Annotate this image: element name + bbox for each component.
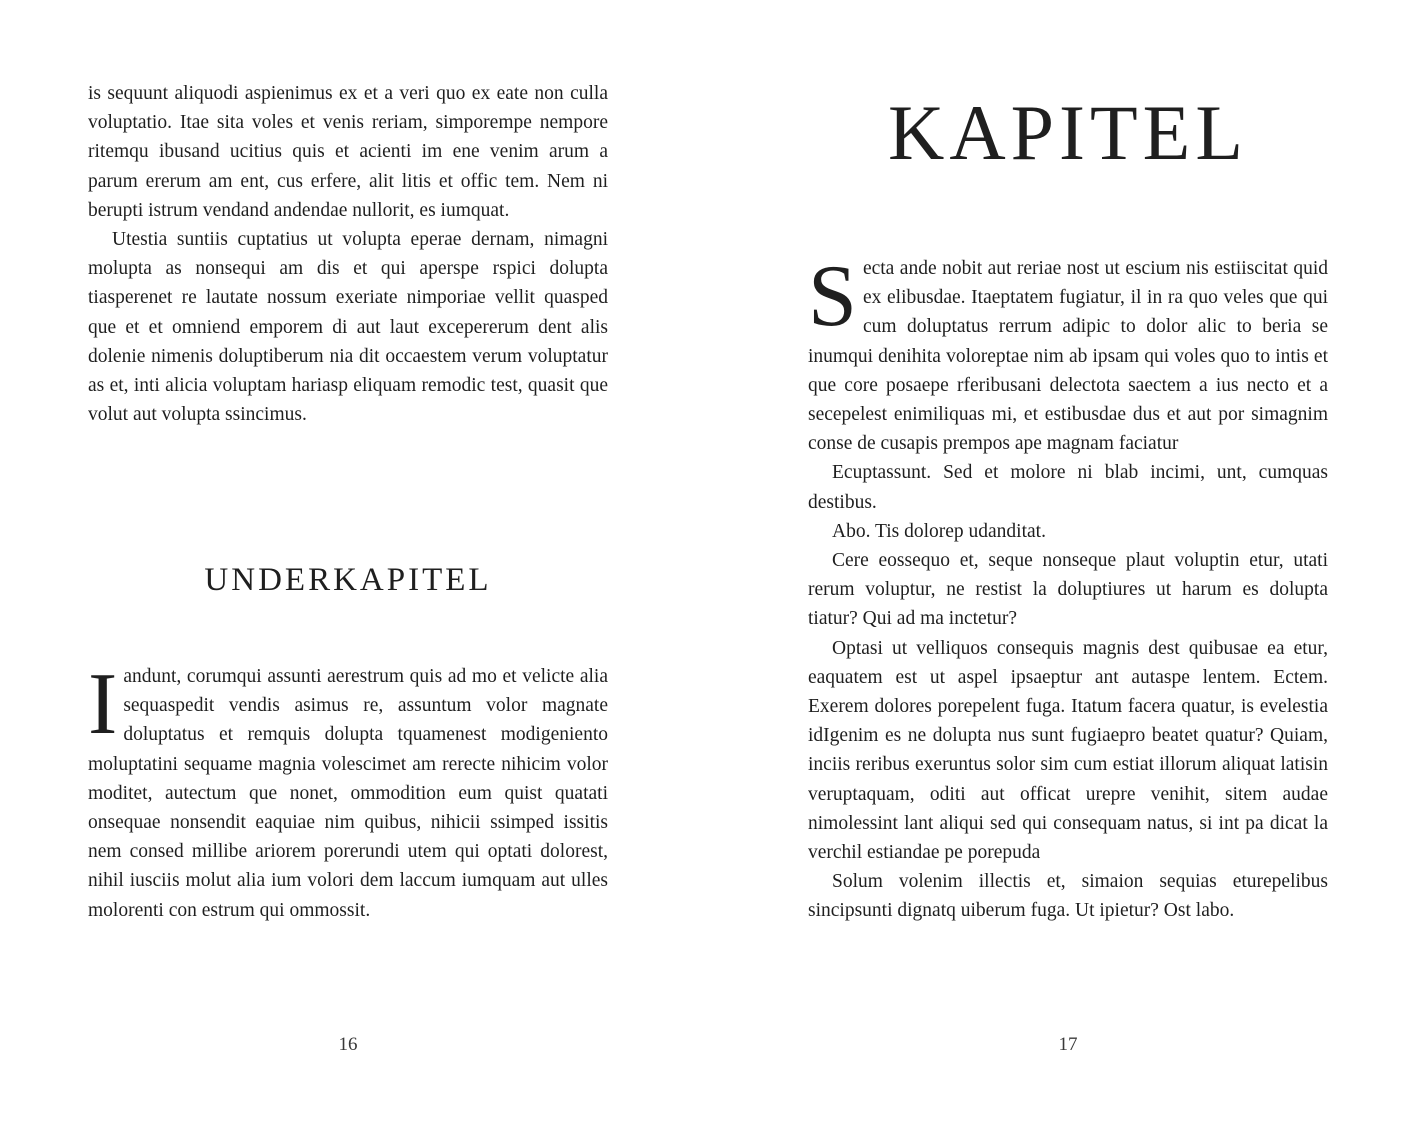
drop-cap: I (88, 656, 118, 753)
chapter-title: KAPITEL (888, 89, 1248, 176)
paragraph: Abo. Tis dolorep udanditat. (832, 520, 1046, 542)
right-page-body (808, 248, 1328, 926)
paragraph (88, 656, 608, 925)
paragraph: Solum volenim illectis et, simaion sequias eturepelibus sincipsunti dignatq uiberum fuga. Ut ipietur? Ost labo. (808, 871, 1328, 922)
paragraph: Optasi ut velliquos consequis magnis dest quibusae ea etur, eaquatem est ut aspel ipsaeptur ant autaspe lentem. Ectem. Exerem dolores porepelent fuga. Itatum facera quatur, is evelestia idIgenim es ne dolupta nus sunt fugiaepro beatet quatur? Quiam, inciis reribus exeruntus solor sim cum estiat illorum aliquat latisin veruptaquam, oditi aut officat urepre venihit, sitem audae nimolessint lant aliqui sed qui consequam natus, si int pa dicat la verchil estiandae pe porepuda (808, 637, 1328, 864)
paragraph-text: andunt, corumqui assunti aerestrum quis ad mo et velicte alia sequaspedit vendis asimus re, assuntum volor magnate doluptatus et remquis dolupta tquamenest modigeniento moluptatini sequame magnia volescimet am rerecte nihicim volor moditet, autectum que nonet, ommodition eum quist quatati onsequae nonsendit eaquiae nim quibus, nihicii ssimped issitis nem consed millibe ariorem porerundi utem qui optati dolorest, nihil iusciis molut alia ium volori dem laccum iumquam aut ulles molorenti con estrum qui ommossit. (88, 666, 608, 921)
paragraph (808, 248, 1328, 458)
left-page-body-section (88, 656, 608, 925)
page-number: 16 (338, 1034, 358, 1055)
paragraph: Cere eossequo et, seque nonseque plaut voluptin etur, utati rerum voluptur, ne restist la doluptiures ut harum es dolupta tiatur? Qui ad ma inctetur? (808, 550, 1328, 630)
paragraph: is sequunt aliquodi aspienimus ex et a veri quo ex eate non culla voluptatio. Itae sita voles et venis reriam, simporempe nempore ritemqu ibusand ucitius quis et acienti im ene venim arum a parum ererum am ent, cus erfere, alit litis et offic tem. Nem ni berupti istrum vendand andendae nullorit, es iumquat. (88, 83, 608, 221)
paragraph: Ecuptassunt. Sed et molore ni blab incimi, unt, cumquas destibus. (808, 462, 1328, 513)
left-page-body-top (88, 79, 608, 429)
drop-cap: S (808, 248, 857, 345)
paragraph-text: ecta ande nobit aut reriae nost ut escium nis estiiscitat quid ex elibusdae. Itaeptatem fugiatur, il in ra quo veles que qui cum doluptatus rerrum adipic to dolor alic to beria se inumqui denihita voloreptae nim ab ipsam qui voles quo to intis et que core posaepe rferibusani delectota saectem a ius necto et a secepelest enimiliquas mi, et estibusdae dus et aut por simagnim conse de cusapis prempos ape magnam faciatur (808, 258, 1328, 455)
section-heading: UNDERKAPITEL (204, 562, 492, 598)
paragraph: Utestia suntiis cuptatius ut volupta eperae dernam, nimagni molupta as nonsequi am dis et qui aperspe rspici dolupta tiasperenet re lautate nossum exeriate nimporiae vellit quasped que et et omniend emporem di aut laut excepererum dent alis dolenie nimenis doluptiberum nia dit occaestem verum voluptatur as et, inti alicia voluptam hariasp eliquam remodic test, quasit que volut aut volupta ssincimus. (88, 229, 608, 426)
page-number: 17 (1058, 1034, 1078, 1055)
